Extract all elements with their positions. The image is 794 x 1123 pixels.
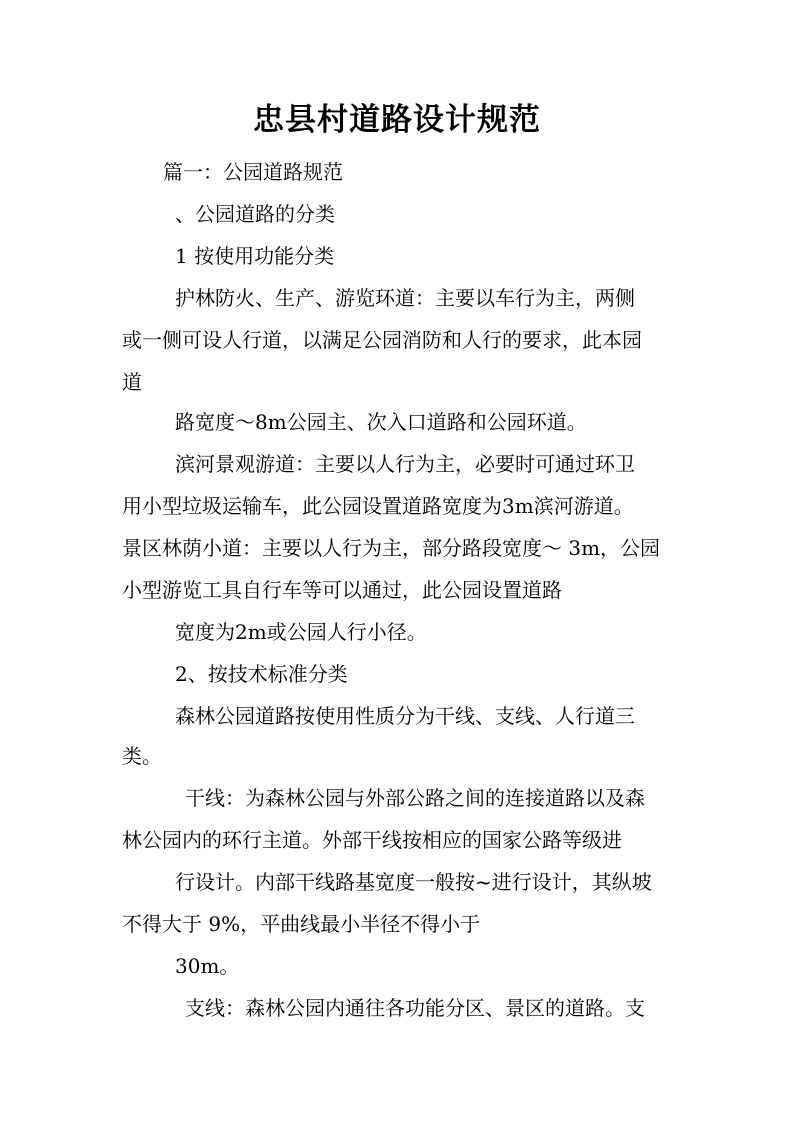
paragraph-line: 滨河景观游道：主要以人行为主，必要时可通过环卫: [175, 452, 635, 476]
paragraph-line: 1 按使用功能分类: [175, 244, 335, 268]
paragraph-line: 林公园内的环行主道。外部干线按相应的国家公路等级进: [122, 828, 622, 852]
paragraph-line: 护林防火、生产、游览环道：主要以车行为主，两侧: [175, 286, 635, 310]
paragraph-line: 篇一：公园道路规范: [163, 160, 343, 184]
paragraph-line: 景区林荫小道：主要以人行为主，部分路段宽度～ 3m，公园: [122, 536, 661, 560]
paragraph-line: 、公园道路的分类: [175, 202, 335, 226]
paragraph-line: 或一侧可设人行道，以满足公园消防和人行的要求，此本园: [122, 328, 642, 352]
paragraph-line: 宽度为2m或公园人行小径。: [175, 620, 427, 644]
paragraph-line: 小型游览工具自行车等可以通过，此公园设置道路: [122, 578, 562, 602]
paragraph-line: 类。: [122, 744, 162, 768]
paragraph-line: 道: [122, 370, 142, 394]
paragraph-line: 不得大于 9%，平曲线最小半径不得小于: [122, 912, 481, 936]
paragraph-line: 行设计。内部干线路基宽度一般按~进行设计，其纵坡: [175, 870, 652, 894]
paragraph-line: 用小型垃圾运输车，此公园设置道路宽度为3m滨河游道。: [122, 494, 634, 518]
paragraph-line: 2、按技术标准分类: [175, 662, 348, 686]
paragraph-line: 路宽度～8m公园主、次入口道路和公园环道。: [175, 410, 587, 434]
document-title: 忠县村道路设计规范: [253, 102, 541, 138]
paragraph-line: 30m。: [175, 954, 240, 978]
paragraph-line: 森林公园道路按使用性质分为干线、支线、人行道三: [175, 704, 635, 728]
paragraph-line: 支线：森林公园内通往各功能分区、景区的道路。支: [185, 996, 645, 1020]
paragraph-line: 干线：为森林公园与外部公路之间的连接道路以及森: [185, 786, 645, 810]
